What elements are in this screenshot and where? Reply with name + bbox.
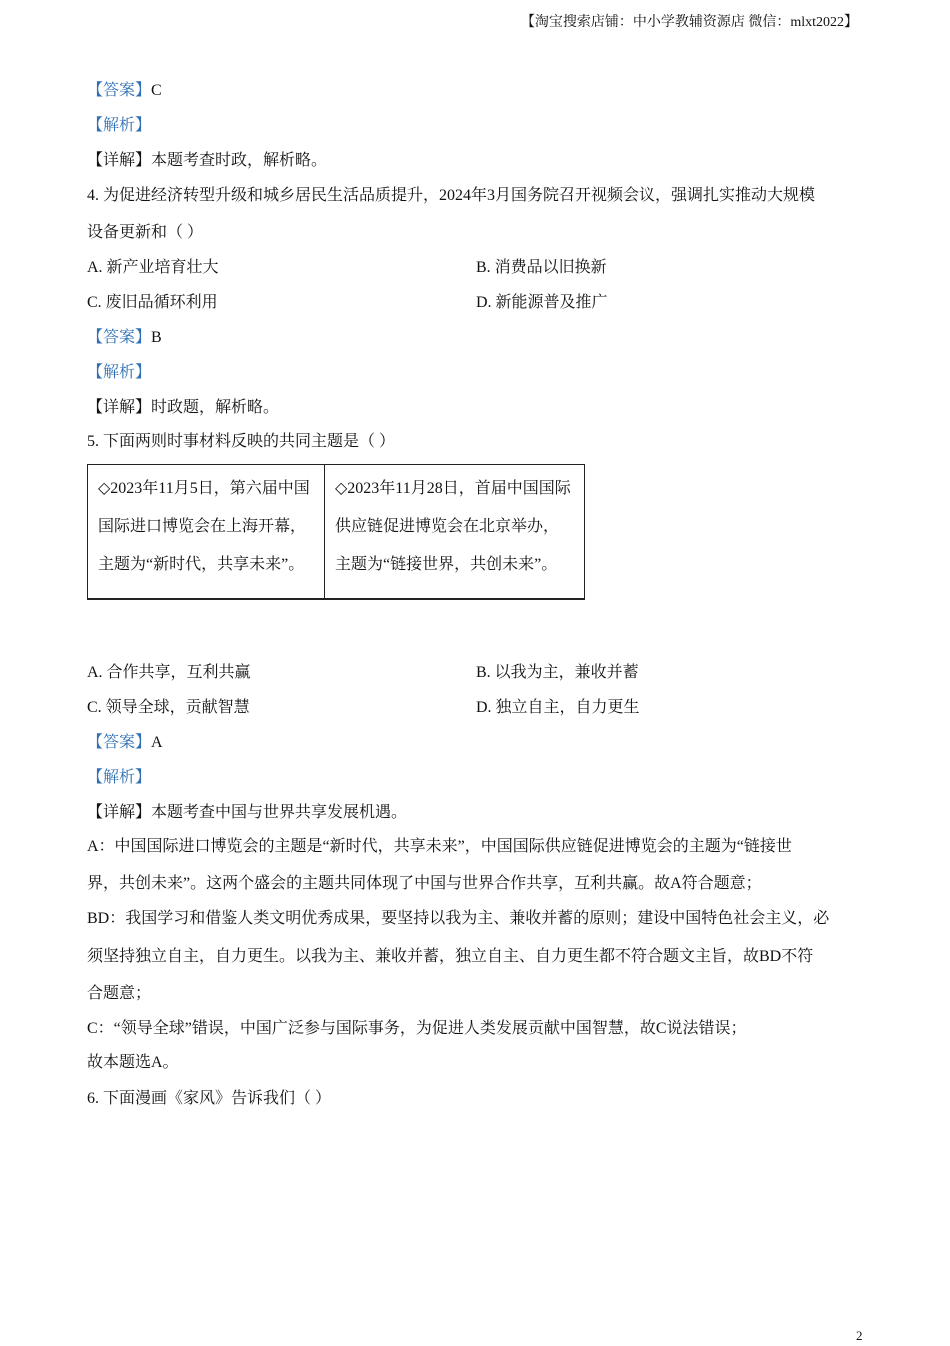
q5-answer-line	[87, 733, 163, 753]
q4-stem-line1: 4. 为促进经济转型升级和城乡居民生活品质提升，2024年3月国务院召开视频会议，强调扎实推动大规模	[87, 187, 816, 204]
q4-option-c: C. 废旧品循环利用	[87, 294, 218, 311]
q3-answer-line	[87, 81, 162, 101]
q5-option-a: A. 合作共享，互利共赢	[87, 664, 251, 681]
q3-detail: 【详解】本题考查时政，解析略。	[87, 152, 328, 169]
page-header: 【淘宝搜索店铺：中小学教辅资源店 微信：mlxt2022】	[520, 15, 858, 30]
answer-value: B	[151, 329, 162, 346]
q5-option-b: B. 以我为主，兼收并蓄	[476, 664, 639, 681]
q3-analysis-tag: 【解析】	[87, 117, 152, 134]
answer-value: A	[151, 734, 163, 751]
q4-stem-line2: 设备更新和（ ）	[87, 224, 204, 241]
answer-tag: 【答案】	[87, 734, 152, 751]
material-cell-left: ◇2023年11月5日，第六届中国国际进口博览会在上海开幕，主题为“新时代，共享未来”。	[88, 465, 325, 600]
q5-material-table	[87, 464, 585, 600]
q4-option-d: D. 新能源普及推广	[476, 294, 608, 311]
q5-stem: 5. 下面两则时事材料反映的共同主题是（ ）	[87, 433, 396, 450]
q4-detail: 【详解】时政题，解析略。	[87, 399, 280, 416]
q5-option-d: D. 独立自主，自力更生	[476, 699, 640, 716]
q5-option-c: C. 领导全球，贡献智慧	[87, 699, 250, 716]
q5-analysis-tag: 【解析】	[87, 769, 152, 786]
q5-explain-bd-line1: BD：我国学习和借鉴人类文明优秀成果，要坚持以我为主、兼收并蓄的原则；建设中国特色社会主义，必	[87, 910, 830, 927]
q5-explain-c: C：“领导全球”错误，中国广泛参与国际事务，为促进人类发展贡献中国智慧，故C说法错误；	[87, 1020, 747, 1037]
answer-tag: 【答案】	[87, 82, 152, 99]
q5-explain-bd-line3: 合题意；	[87, 985, 152, 1002]
q5-explain-bd-line2: 须坚持独立自主，自力更生。以我为主、兼收并蓄，独立自主、自力更生都不符合题文主旨，故BD不符	[87, 948, 814, 965]
q6-stem: 6. 下面漫画《家风》告诉我们（ ）	[87, 1090, 332, 1107]
material-cell-right: ◇2023年11月28日，首届中国国际供应链促进博览会在北京举办，主题为“链接世界，共创未来”。	[325, 465, 585, 600]
q5-conclusion: 故本题选A。	[87, 1054, 179, 1071]
q4-answer-line	[87, 328, 162, 348]
q4-option-b: B. 消费品以旧换新	[476, 259, 607, 276]
q5-explain-a-line1: A：中国国际进口博览会的主题是“新时代，共享未来”，中国国际供应链促进博览会的主题为“链接世	[87, 838, 792, 855]
page-number: 2	[856, 1328, 863, 1343]
q5-explain-a-line2: 界，共创未来”。这两个盛会的主题共同体现了中国与世界合作共享，互利共赢。故A符合题意；	[87, 875, 762, 892]
q4-option-a: A. 新产业培育壮大	[87, 259, 219, 276]
answer-value: C	[151, 82, 162, 99]
q4-analysis-tag: 【解析】	[87, 364, 152, 381]
answer-tag: 【答案】	[87, 329, 152, 346]
q5-detail: 【详解】本题考查中国与世界共享发展机遇。	[87, 804, 408, 821]
